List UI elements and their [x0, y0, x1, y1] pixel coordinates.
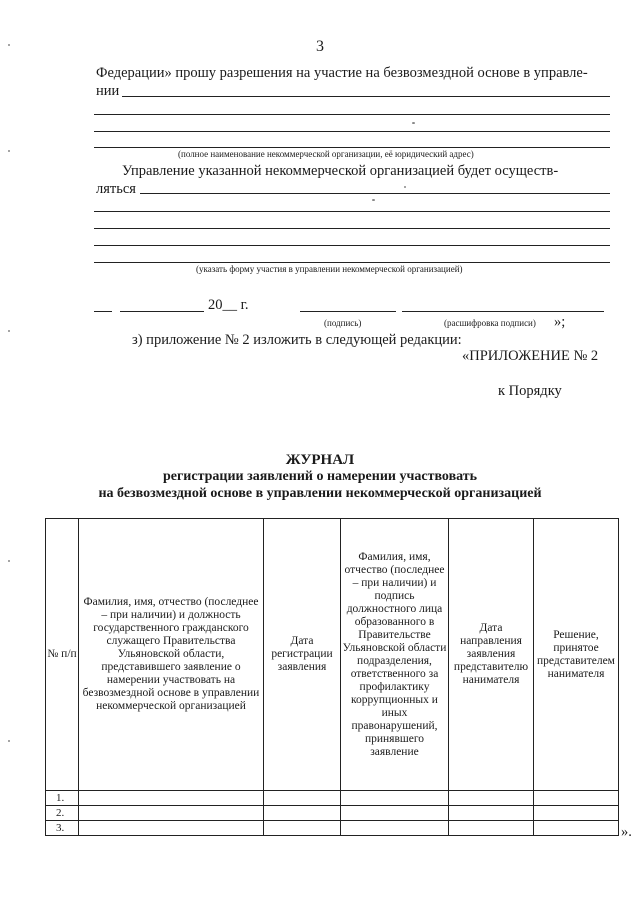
table-cell	[264, 791, 341, 806]
scan-speck	[8, 150, 10, 152]
form-line-2-start: нии	[96, 83, 120, 99]
table-cell	[534, 791, 619, 806]
journal-subtitle-2: на безвозмездной основе в управлении некоммерческой организацией	[98, 486, 542, 501]
signature-end-quote: »;	[554, 314, 566, 330]
para2-line-1: Управление указанной некоммерческой организацией будет осуществ-	[122, 163, 559, 179]
row-number: 3.	[46, 821, 79, 836]
form-line-3	[94, 228, 610, 229]
row-number: 1.	[46, 791, 79, 806]
form-line-4	[94, 245, 610, 246]
row-number: 2.	[46, 806, 79, 821]
form-line-1: Федерации» прошу разрешения на участие на безвозмездной основе в управле-	[96, 65, 588, 81]
col-header-sending-date: Дата направления заявления представителю нанимателя	[449, 519, 534, 791]
org-line-3	[94, 131, 610, 132]
date-month-line	[120, 311, 204, 312]
table-cell	[534, 806, 619, 821]
journal-table	[45, 518, 619, 836]
table-header-row	[46, 519, 619, 791]
signature-line	[300, 311, 396, 312]
date-year: 20__ г.	[208, 297, 249, 313]
page-number: 3	[316, 38, 324, 55]
col-header-decision: Решение, принятое представителем нанимателя	[534, 519, 619, 791]
form-line-2	[94, 211, 610, 212]
journal-end-quote: ».	[621, 824, 632, 840]
org-caption: (полное наименование некоммерческой организации, её юридический адрес)	[178, 149, 474, 159]
para2-line-2-start: ляться	[96, 181, 136, 197]
scan-speck	[8, 330, 10, 332]
table-cell	[341, 791, 449, 806]
table-cell	[534, 821, 619, 836]
form-line-5	[94, 262, 610, 263]
form-caption: (указать форму участия в управлении некоммерческой организацией)	[196, 264, 463, 274]
journal-title: ЖУРНАЛ	[285, 452, 355, 468]
journal-subtitle-1: регистрации заявлений о намерении участвовать	[162, 469, 478, 484]
scan-speck	[8, 44, 10, 46]
scan-speck	[8, 740, 10, 742]
form-line-1	[140, 193, 610, 194]
table-row	[46, 791, 619, 806]
table-cell	[449, 791, 534, 806]
col-header-applicant: Фамилия, имя, отчество (последнее – при наличии) и должность государственного гражданского служащего Правительства Ульяновской области, представившего заявление о намерении участвовать на безвозмездной основе в управлении некоммерческой организацией	[79, 519, 264, 791]
appendix-subtitle: к Порядку	[498, 383, 562, 399]
decoding-line	[402, 311, 604, 312]
col-header-receiver: Фамилия, имя, отчество (последнее – при наличии) и подпись должностного лица образованного в Правительстве Ульяновской области подразделения, ответственного за профилактику коррупционных и иных правонарушений, принявшего заявление	[341, 519, 449, 791]
table-cell	[341, 806, 449, 821]
table-cell	[449, 821, 534, 836]
instruction: з) приложение № 2 изложить в следующей редакции:	[132, 332, 462, 348]
table-cell	[341, 821, 449, 836]
table-cell	[79, 806, 264, 821]
table-cell	[264, 821, 341, 836]
table-cell	[264, 806, 341, 821]
table-row	[46, 806, 619, 821]
scan-speck	[8, 560, 10, 562]
decoding-caption: (расшифровка подписи)	[444, 318, 536, 328]
appendix-title: «ПРИЛОЖЕНИЕ № 2	[462, 348, 599, 364]
col-header-number: № п/п	[46, 519, 79, 791]
scan-speck	[412, 122, 415, 124]
table-cell	[79, 791, 264, 806]
table-row	[46, 821, 619, 836]
table-cell	[449, 806, 534, 821]
org-line-1	[122, 96, 610, 97]
table-cell	[79, 821, 264, 836]
scan-speck	[404, 186, 406, 188]
scan-speck	[372, 199, 375, 201]
col-header-registration-date: Дата регистрации заявления	[264, 519, 341, 791]
date-day-line	[94, 311, 112, 312]
org-line-4	[94, 147, 610, 148]
signature-caption: (подпись)	[324, 318, 362, 328]
org-line-2	[94, 114, 610, 115]
